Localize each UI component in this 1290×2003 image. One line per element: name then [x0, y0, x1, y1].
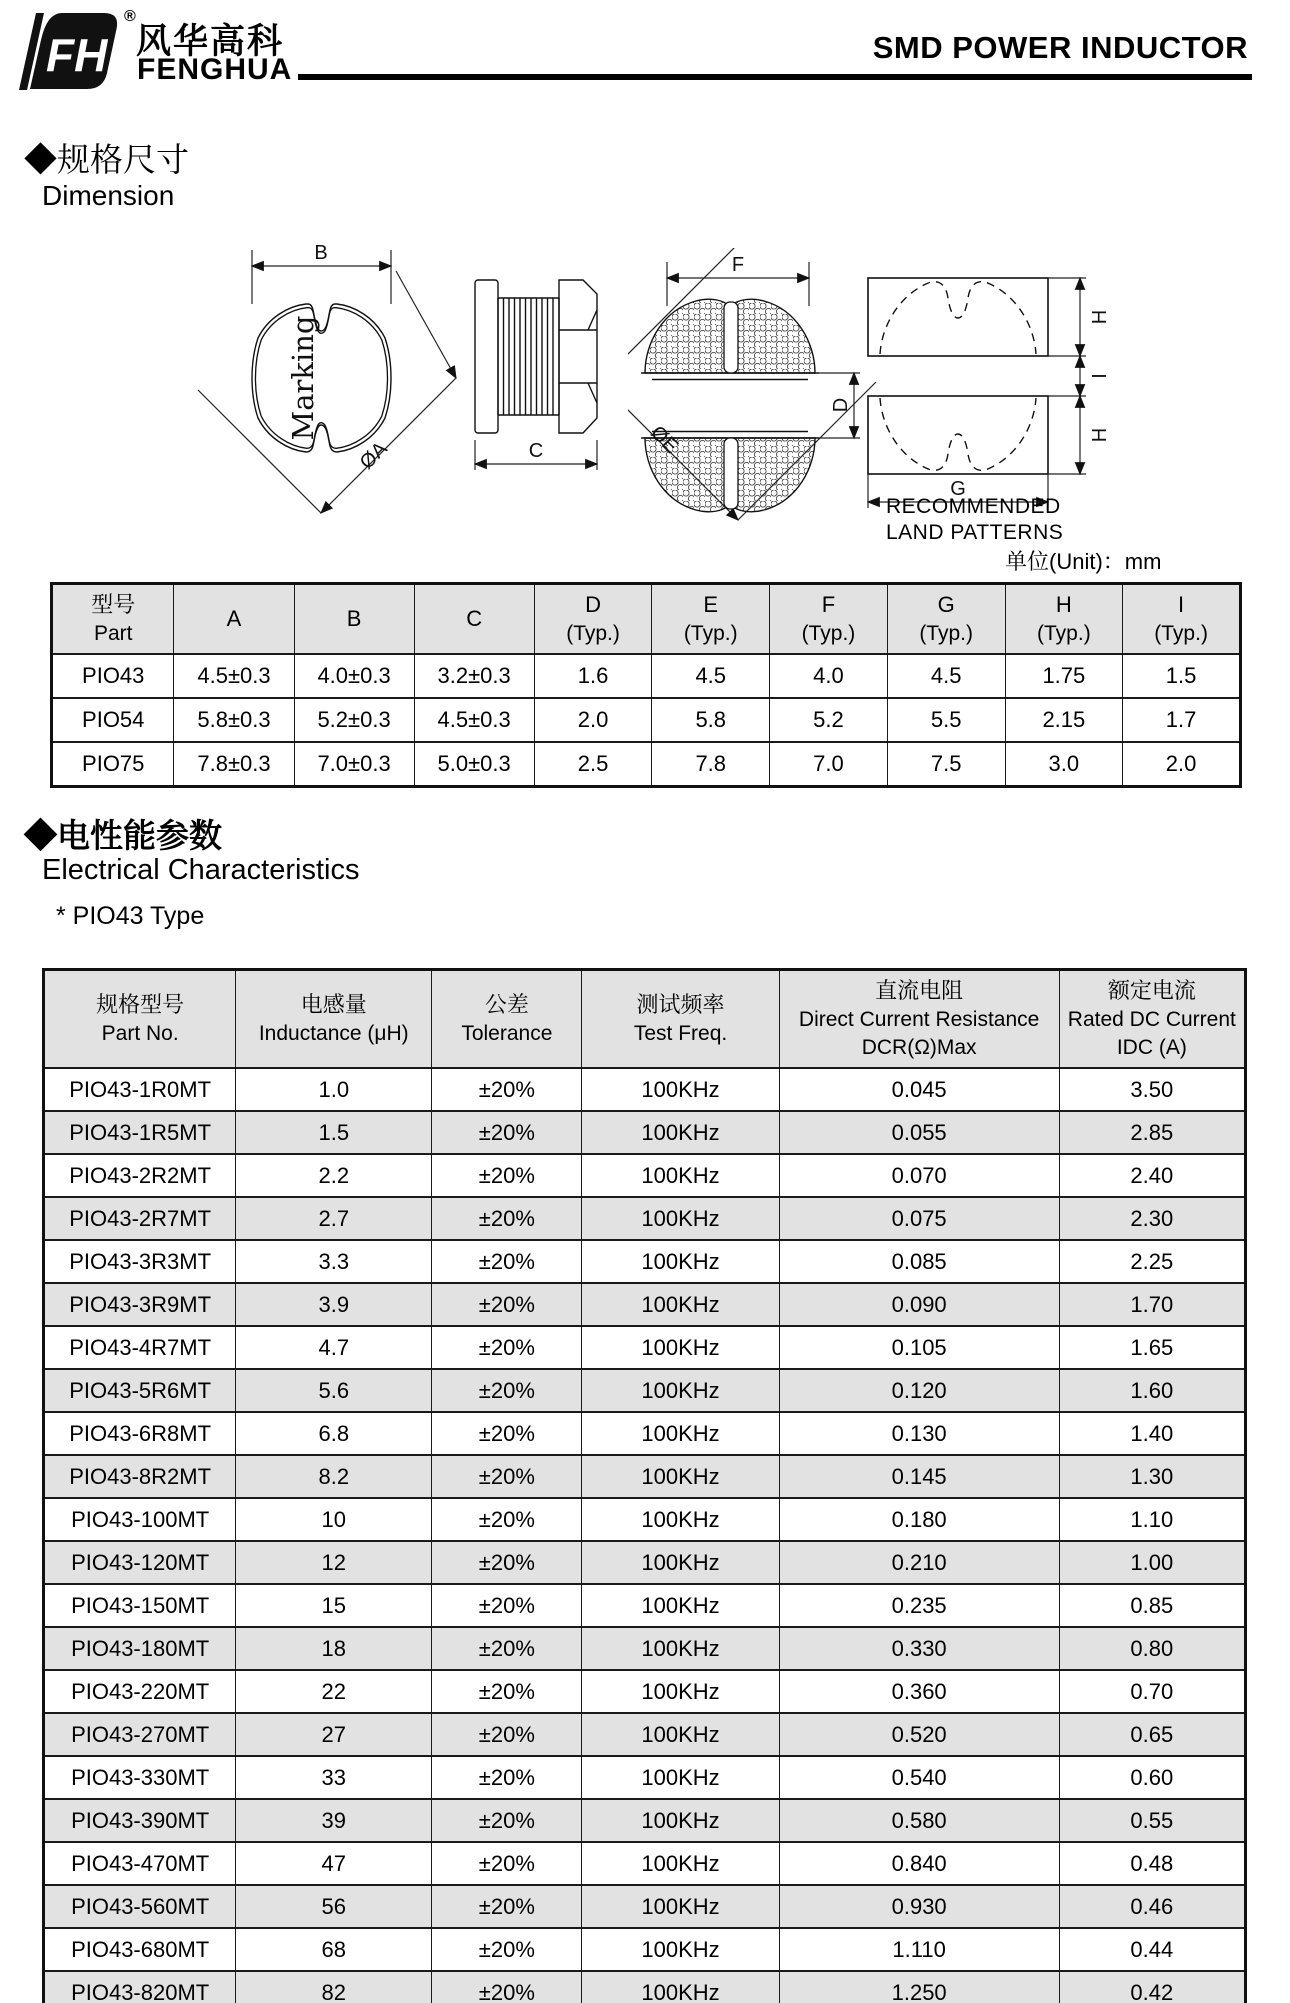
table-cell: 5.2	[770, 698, 888, 742]
table-cell: 100KHz	[582, 1283, 779, 1326]
table-cell: 100KHz	[582, 1670, 779, 1713]
table-cell: PIO43-680MT	[44, 1928, 236, 1971]
table-row	[52, 654, 1241, 698]
table-cell: ±20%	[432, 1928, 582, 1971]
table-cell: 100KHz	[582, 1584, 779, 1627]
column-header: I (Typ.)	[1123, 584, 1241, 655]
column-header: 规格型号 Part No.	[44, 970, 236, 1069]
table-cell: 5.8	[652, 698, 770, 742]
table-cell: 0.045	[779, 1068, 1059, 1111]
table-row	[44, 1842, 1246, 1885]
table-cell: PIO43-120MT	[44, 1541, 236, 1584]
table-row	[44, 1885, 1246, 1928]
table-cell: 47	[236, 1842, 432, 1885]
table-cell: ±20%	[432, 1842, 582, 1885]
brand-name-cn: 风华高科	[136, 22, 285, 61]
table-cell: 100KHz	[582, 1369, 779, 1412]
table-cell: ±20%	[432, 1369, 582, 1412]
table-cell: PIO43-560MT	[44, 1885, 236, 1928]
table-row	[52, 742, 1241, 787]
column-header: D (Typ.)	[534, 584, 652, 655]
table-row	[44, 1326, 1246, 1369]
table-cell: 1.30	[1059, 1455, 1245, 1498]
table-cell: 3.3	[236, 1240, 432, 1283]
dim-label-i: I	[1089, 373, 1111, 379]
table-cell: 2.5	[534, 742, 652, 787]
electrical-table-header-row	[44, 970, 1246, 1069]
table-cell: 0.145	[779, 1455, 1059, 1498]
table-cell: 1.70	[1059, 1283, 1245, 1326]
table-cell: PIO43-470MT	[44, 1842, 236, 1885]
marking-text: Marking	[286, 315, 320, 441]
table-cell: 100KHz	[582, 1928, 779, 1971]
table-cell: 100KHz	[582, 1455, 779, 1498]
table-cell: PIO43-1R0MT	[44, 1068, 236, 1111]
table-cell: 0.210	[779, 1541, 1059, 1584]
table-cell: ±20%	[432, 1584, 582, 1627]
column-header: E (Typ.)	[652, 584, 770, 655]
column-header: G (Typ.)	[887, 584, 1005, 655]
table-cell: 4.5	[652, 654, 770, 698]
table-row	[44, 1111, 1246, 1154]
table-row	[44, 1928, 1246, 1971]
table-cell: 7.8	[652, 742, 770, 787]
table-cell: 1.75	[1005, 654, 1123, 698]
table-cell: PIO43-2R7MT	[44, 1197, 236, 1240]
dimension-table-body	[52, 654, 1241, 787]
table-cell: 0.65	[1059, 1713, 1245, 1756]
land-pattern-caption-line1: RECOMMENDED	[886, 495, 1061, 518]
table-cell: 100KHz	[582, 1885, 779, 1928]
table-cell: 1.60	[1059, 1369, 1245, 1412]
table-cell: 2.30	[1059, 1197, 1245, 1240]
table-cell: 0.085	[779, 1240, 1059, 1283]
table-cell: 3.9	[236, 1283, 432, 1326]
table-cell: ±20%	[432, 1498, 582, 1541]
table-cell: PIO43-820MT	[44, 1971, 236, 2003]
table-cell: 100KHz	[582, 1713, 779, 1756]
table-cell: 2.7	[236, 1197, 432, 1240]
column-header: 测试频率 Test Freq.	[582, 970, 779, 1069]
table-cell: ±20%	[432, 1240, 582, 1283]
table-cell: PIO43-100MT	[44, 1498, 236, 1541]
column-header: C	[414, 584, 534, 655]
table-cell: 4.5	[887, 654, 1005, 698]
table-cell: 4.7	[236, 1326, 432, 1369]
registered-trademark-icon: ®	[124, 8, 136, 25]
table-cell: PIO43-3R3MT	[44, 1240, 236, 1283]
table-cell: 0.46	[1059, 1885, 1245, 1928]
table-cell: 1.110	[779, 1928, 1059, 1971]
table-cell: PIO43-2R2MT	[44, 1154, 236, 1197]
table-cell: ±20%	[432, 1326, 582, 1369]
table-row	[44, 1197, 1246, 1240]
table-cell: PIO43-150MT	[44, 1584, 236, 1627]
table-cell: 56	[236, 1885, 432, 1928]
table-cell: PIO43-8R2MT	[44, 1455, 236, 1498]
table-cell: 0.105	[779, 1326, 1059, 1369]
table-cell: PIO75	[52, 742, 174, 787]
table-cell: 5.6	[236, 1369, 432, 1412]
table-cell: 3.50	[1059, 1068, 1245, 1111]
column-header: 电感量 Inductance (μH)	[236, 970, 432, 1069]
table-cell: 4.5±0.3	[174, 654, 294, 698]
table-cell: PIO43-390MT	[44, 1799, 236, 1842]
column-header: A	[174, 584, 294, 655]
top-view-drawing	[178, 238, 478, 538]
table-cell: ±20%	[432, 1670, 582, 1713]
table-row	[44, 1369, 1246, 1412]
table-cell: ±20%	[432, 1971, 582, 2003]
table-cell: 1.250	[779, 1971, 1059, 2003]
table-row	[44, 1756, 1246, 1799]
table-cell: 1.5	[236, 1111, 432, 1154]
table-row	[44, 1713, 1246, 1756]
table-cell: 1.10	[1059, 1498, 1245, 1541]
table-cell: 0.580	[779, 1799, 1059, 1842]
table-cell: PIO43-5R6MT	[44, 1369, 236, 1412]
table-cell: 2.40	[1059, 1154, 1245, 1197]
fenghua-logo-icon	[16, 10, 122, 92]
table-cell: 4.5±0.3	[414, 698, 534, 742]
table-cell: 8.2	[236, 1455, 432, 1498]
table-cell: 5.5	[887, 698, 1005, 742]
table-cell: PIO43-270MT	[44, 1713, 236, 1756]
table-cell: ±20%	[432, 1541, 582, 1584]
table-cell: ±20%	[432, 1283, 582, 1326]
dimension-table	[50, 582, 1242, 788]
table-cell: PIO43-6R8MT	[44, 1412, 236, 1455]
table-cell: 100KHz	[582, 1068, 779, 1111]
table-cell: 1.7	[1123, 698, 1241, 742]
dim-label-h-top: H	[1089, 309, 1111, 325]
table-cell: ±20%	[432, 1197, 582, 1240]
brand-name-en: FENGHUA	[137, 53, 293, 86]
column-header: 直流电阻 Direct Current Resistance DCR(Ω)Max	[779, 970, 1059, 1069]
table-cell: 10	[236, 1498, 432, 1541]
table-cell: 33	[236, 1756, 432, 1799]
table-cell: ±20%	[432, 1154, 582, 1197]
table-cell: PIO43	[52, 654, 174, 698]
table-cell: PIO43-4R7MT	[44, 1326, 236, 1369]
table-cell: 0.055	[779, 1111, 1059, 1154]
column-header: B	[294, 584, 414, 655]
table-cell: 27	[236, 1713, 432, 1756]
table-cell: 100KHz	[582, 1154, 779, 1197]
table-cell: 2.0	[1123, 742, 1241, 787]
table-cell: 100KHz	[582, 1240, 779, 1283]
table-row	[44, 1799, 1246, 1842]
dimension-table-header-row	[52, 584, 1241, 655]
column-header: 公差 Tolerance	[432, 970, 582, 1069]
table-cell: 5.2±0.3	[294, 698, 414, 742]
table-cell: 0.55	[1059, 1799, 1245, 1842]
electrical-table	[42, 968, 1247, 2003]
table-cell: PIO43-330MT	[44, 1756, 236, 1799]
table-row	[44, 1412, 1246, 1455]
table-cell: 0.70	[1059, 1670, 1245, 1713]
table-cell: 1.6	[534, 654, 652, 698]
land-pad-top	[868, 278, 1048, 356]
table-cell: PIO54	[52, 698, 174, 742]
table-cell: ±20%	[432, 1627, 582, 1670]
table-cell: 39	[236, 1799, 432, 1842]
table-cell: 6.8	[236, 1412, 432, 1455]
dimension-table-head	[52, 584, 1241, 655]
unit-note: 单位(Unit)：mm	[1005, 549, 1162, 574]
table-cell: 0.85	[1059, 1584, 1245, 1627]
table-cell: 100KHz	[582, 1799, 779, 1842]
table-cell: 1.5	[1123, 654, 1241, 698]
table-row	[52, 698, 1241, 742]
table-cell: ±20%	[432, 1455, 582, 1498]
table-cell: 68	[236, 1928, 432, 1971]
column-header: 型号 Part	[52, 584, 174, 655]
table-cell: 0.075	[779, 1197, 1059, 1240]
table-row	[44, 1541, 1246, 1584]
table-cell: ±20%	[432, 1068, 582, 1111]
table-cell: ±20%	[432, 1756, 582, 1799]
dim-label-b: B	[314, 242, 328, 264]
table-cell: 0.070	[779, 1154, 1059, 1197]
table-cell: 0.42	[1059, 1971, 1245, 2003]
table-row	[44, 1068, 1246, 1111]
table-row	[44, 1584, 1246, 1627]
table-cell: 0.930	[779, 1885, 1059, 1928]
land-pattern-caption-line2: LAND PATTERNS	[886, 521, 1064, 544]
logo-monogram: FH	[46, 29, 108, 81]
electrical-heading-en: Electrical Characteristics	[42, 854, 360, 886]
table-cell: PIO43-180MT	[44, 1627, 236, 1670]
table-cell: 100KHz	[582, 1412, 779, 1455]
table-cell: PIO43-1R5MT	[44, 1111, 236, 1154]
table-cell: 7.0±0.3	[294, 742, 414, 787]
table-cell: 18	[236, 1627, 432, 1670]
table-cell: 5.0±0.3	[414, 742, 534, 787]
table-row	[44, 1498, 1246, 1541]
table-row	[44, 1283, 1246, 1326]
table-cell: 100KHz	[582, 1842, 779, 1885]
table-cell: 7.8±0.3	[174, 742, 294, 787]
table-cell: 82	[236, 1971, 432, 2003]
table-row	[44, 1455, 1246, 1498]
table-cell: 2.0	[534, 698, 652, 742]
table-row	[44, 1240, 1246, 1283]
table-cell: 0.360	[779, 1670, 1059, 1713]
table-cell: 0.180	[779, 1498, 1059, 1541]
table-cell: PIO43-3R9MT	[44, 1283, 236, 1326]
table-cell: 3.0	[1005, 742, 1123, 787]
table-cell: ±20%	[432, 1111, 582, 1154]
table-cell: 15	[236, 1584, 432, 1627]
table-cell: 100KHz	[582, 1197, 779, 1240]
dim-label-g: G	[950, 478, 966, 500]
electrical-table-head	[44, 970, 1246, 1069]
table-cell: 100KHz	[582, 1326, 779, 1369]
page-title: SMD POWER INDUCTOR	[872, 30, 1248, 65]
table-cell: 12	[236, 1541, 432, 1584]
table-cell: 0.60	[1059, 1756, 1245, 1799]
dim-label-h-bottom: H	[1089, 427, 1111, 443]
table-cell: 4.0±0.3	[294, 654, 414, 698]
side-view-drawing	[455, 248, 615, 483]
table-cell: 4.0	[770, 654, 888, 698]
table-cell: 100KHz	[582, 1111, 779, 1154]
table-cell: 2.2	[236, 1154, 432, 1197]
land-pattern-caption	[886, 494, 1063, 546]
electrical-heading-cn: ◆电性能参数	[24, 817, 222, 854]
table-cell: 0.840	[779, 1842, 1059, 1885]
column-header: F (Typ.)	[770, 584, 888, 655]
table-cell: 3.2±0.3	[414, 654, 534, 698]
dimension-heading-en: Dimension	[42, 180, 175, 211]
table-cell: ±20%	[432, 1713, 582, 1756]
table-cell: 0.120	[779, 1369, 1059, 1412]
table-cell: 100KHz	[582, 1498, 779, 1541]
table-cell: 100KHz	[582, 1627, 779, 1670]
table-row	[44, 1627, 1246, 1670]
dim-label-phi-e: ØE	[646, 421, 683, 458]
table-cell: 1.0	[236, 1068, 432, 1111]
table-cell: ±20%	[432, 1799, 582, 1842]
table-cell: 0.130	[779, 1412, 1059, 1455]
table-cell: 0.48	[1059, 1842, 1245, 1885]
table-cell: 22	[236, 1670, 432, 1713]
electrical-subtype: * PIO43 Type	[56, 902, 205, 930]
table-cell: 0.235	[779, 1584, 1059, 1627]
table-cell: 100KHz	[582, 1971, 779, 2003]
column-header: 额定电流 Rated DC Current IDC (A)	[1059, 970, 1245, 1069]
table-cell: ±20%	[432, 1412, 582, 1455]
land-pattern-drawing	[858, 258, 1128, 528]
table-cell: 2.25	[1059, 1240, 1245, 1283]
table-cell: 100KHz	[582, 1756, 779, 1799]
table-cell: 2.85	[1059, 1111, 1245, 1154]
table-cell: 100KHz	[582, 1541, 779, 1584]
table-cell: 0.330	[779, 1627, 1059, 1670]
front-view-drawing	[628, 248, 888, 540]
table-row	[44, 1971, 1246, 2003]
table-cell: 2.15	[1005, 698, 1123, 742]
table-cell: ±20%	[432, 1885, 582, 1928]
table-cell: 0.80	[1059, 1627, 1245, 1670]
dim-label-phi-a: ØA	[355, 437, 392, 474]
header-rule	[298, 74, 1252, 80]
table-cell: 7.0	[770, 742, 888, 787]
table-row	[44, 1154, 1246, 1197]
dim-label-c: C	[528, 440, 544, 462]
table-cell: 0.520	[779, 1713, 1059, 1756]
table-cell: 5.8±0.3	[174, 698, 294, 742]
table-cell: 1.65	[1059, 1326, 1245, 1369]
table-cell: 1.40	[1059, 1412, 1245, 1455]
land-pad-bottom	[868, 396, 1048, 474]
dim-label-f: F	[731, 254, 745, 276]
table-cell: 0.44	[1059, 1928, 1245, 1971]
dimension-heading-cn: ◆规格尺寸	[24, 141, 189, 178]
table-cell: 0.090	[779, 1283, 1059, 1326]
table-cell: PIO43-220MT	[44, 1670, 236, 1713]
electrical-table-body	[44, 1068, 1246, 2003]
dim-label-d: D	[830, 397, 852, 413]
table-cell: 1.00	[1059, 1541, 1245, 1584]
column-header: H (Typ.)	[1005, 584, 1123, 655]
table-row	[44, 1670, 1246, 1713]
table-cell: 0.540	[779, 1756, 1059, 1799]
table-cell: 7.5	[887, 742, 1005, 787]
